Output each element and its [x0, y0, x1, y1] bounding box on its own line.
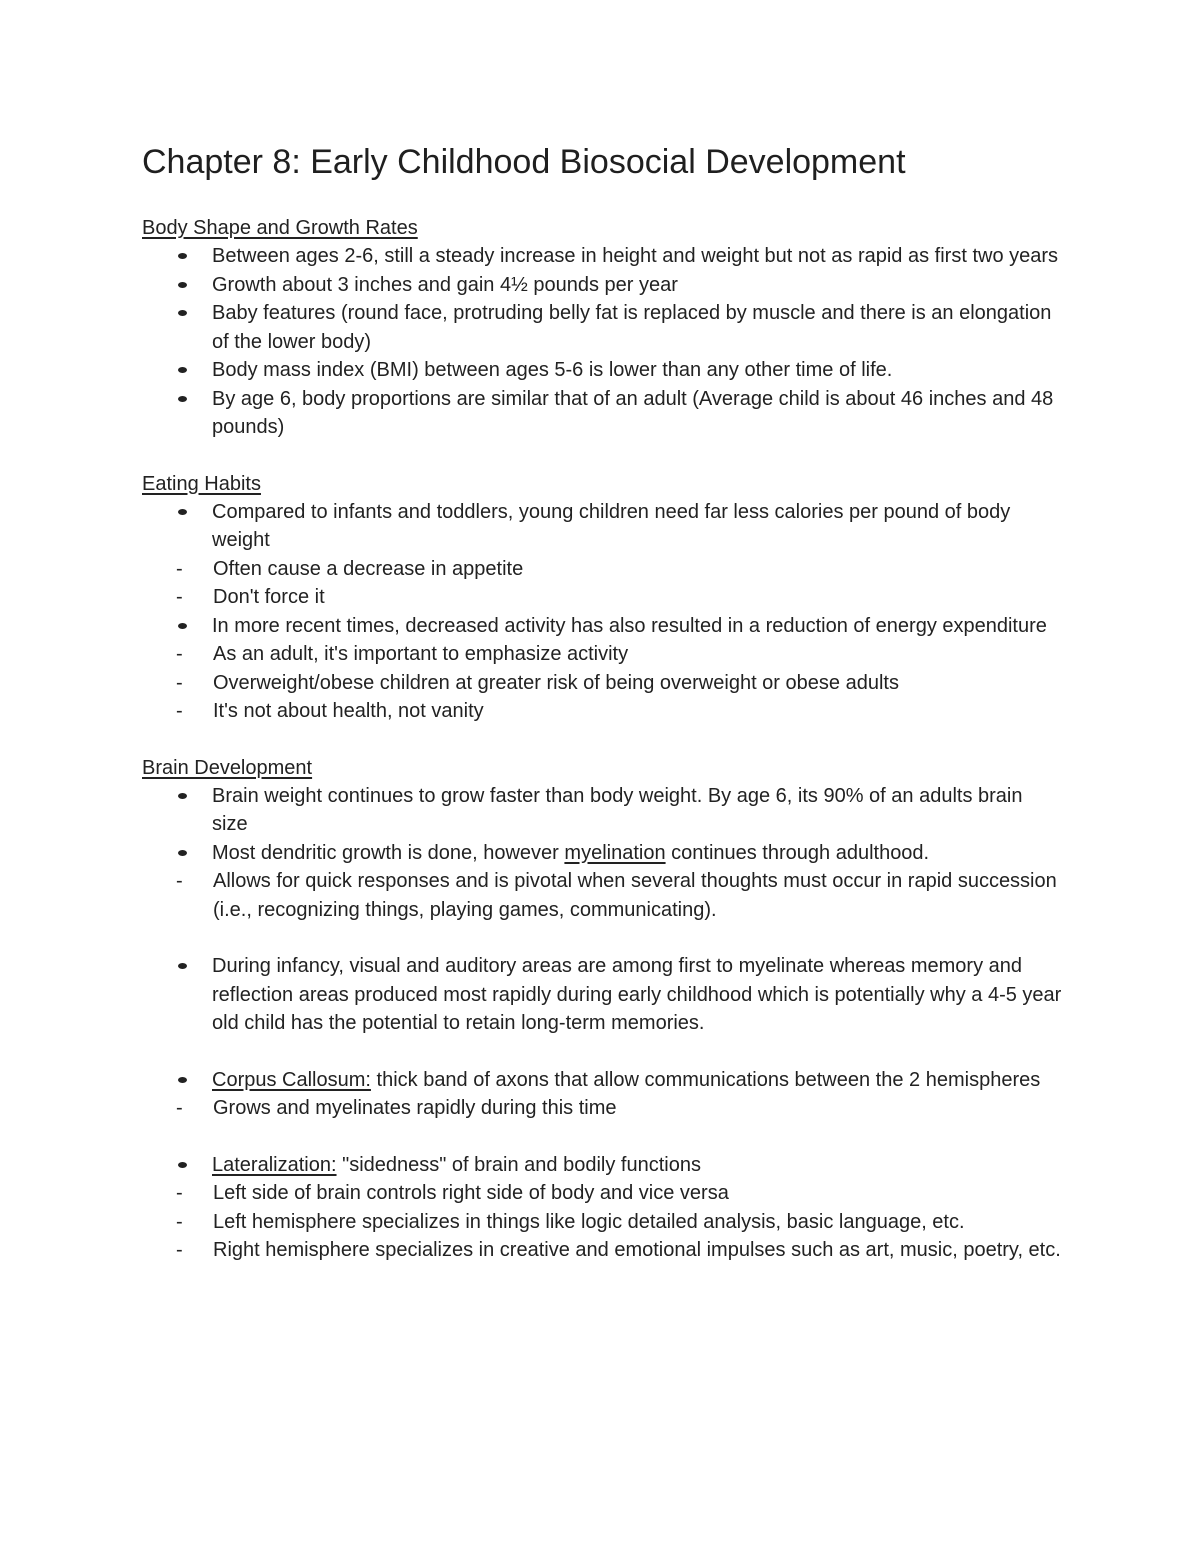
sub-list-item: - Left hemisphere specializes in things like logic detailed analysis, basic language, etc. [142, 1208, 1062, 1237]
bullet-dot-icon [178, 623, 187, 629]
list-item: Growth about 3 inches and gain 4½ pounds per year [142, 271, 1062, 300]
list-item: Compared to infants and toddlers, young children need far less calories per pound of body weight [142, 498, 1062, 555]
bullet-dot-icon [178, 1077, 187, 1083]
dash-icon: - [176, 1239, 183, 1261]
section-heading-body-shape: Body Shape and Growth Rates [142, 217, 418, 239]
sub-list-item: - It's not about health, not vanity [142, 697, 1062, 726]
spacer [142, 1038, 1062, 1066]
sub-list-item: - As an adult, it's important to emphasize activity [142, 640, 1062, 669]
bullet-list [142, 242, 1062, 442]
section-brain-development [142, 754, 1062, 1265]
bullet-list [142, 498, 1062, 726]
bullet-dot-icon [178, 310, 187, 316]
sub-list-item: - Don't force it [142, 583, 1062, 612]
dash-icon: - [176, 557, 183, 580]
spacer [142, 924, 1062, 952]
bullet-dot-icon [178, 850, 187, 856]
bullet-dot-icon [178, 253, 187, 259]
sub-list-item: - Often cause a decrease in appetite [142, 555, 1062, 584]
list-item: Brain weight continues to grow faster than body weight. By age 6, its 90% of an adults brain size [142, 782, 1062, 839]
sub-list-item: - Left side of brain controls right side of body and vice versa [142, 1179, 1062, 1208]
bullet-list [142, 782, 1062, 1265]
dash-icon: - [176, 671, 183, 694]
section-eating-habits [142, 470, 1062, 726]
dash-icon: - [176, 870, 183, 892]
section-heading-brain-development: Brain Development [142, 756, 313, 779]
list-item: Body mass index (BMI) between ages 5-6 is lower than any other time of life. [142, 356, 1062, 385]
list-item: By age 6, body proportions are similar that of an adult (Average child is about 46 inches and 48 pounds) [142, 385, 1062, 442]
dash-icon: - [176, 1210, 183, 1233]
dash-icon: - [176, 643, 183, 665]
bullet-dot-icon [178, 963, 187, 969]
section-body-shape [142, 214, 1062, 442]
sub-list-item: - Allows for quick responses and is pivotal when several thoughts must occur in rapid succession (i.e., recognizing things, playing games, communicating). [142, 867, 1062, 924]
list-item: Most dendritic growth is done, however myelination continues through adulthood. [142, 839, 1062, 868]
bullet-dot-icon [178, 793, 187, 799]
list-item: Lateralization: "sidedness" of brain and bodily functions [142, 1151, 1062, 1180]
dash-icon: - [176, 1182, 183, 1204]
dash-icon: - [176, 586, 183, 608]
dash-icon: - [176, 700, 183, 722]
term-corpus-callosum: Corpus Callosum: [212, 1068, 371, 1091]
list-item: During infancy, visual and auditory areas are among first to myelinate whereas memory and reflection areas produced most rapidly during early childhood which is potentially why a 4-5 year old child has the potential to retain long-term memories. [142, 952, 1062, 1038]
term-myelination: myelination [564, 841, 666, 864]
list-item: Between ages 2-6, still a steady increase in height and weight but not as rapid as first two years [142, 242, 1062, 271]
sub-list-item: - Grows and myelinates rapidly during this time [142, 1094, 1062, 1123]
bullet-dot-icon [178, 396, 187, 402]
spacer [142, 1123, 1062, 1151]
page-title: Chapter 8: Early Childhood Biosocial Development [142, 143, 906, 181]
document-page [142, 140, 1062, 1293]
list-item: In more recent times, decreased activity has also resulted in a reduction of energy expenditure [142, 612, 1062, 641]
sub-list-item: - Overweight/obese children at greater risk of being overweight or obese adults [142, 669, 1062, 698]
list-item: Baby features (round face, protruding belly fat is replaced by muscle and there is an elongation of the lower body) [142, 299, 1062, 356]
list-item: Corpus Callosum: thick band of axons that allow communications between the 2 hemispheres [142, 1066, 1062, 1095]
bullet-dot-icon [178, 1162, 187, 1168]
dash-icon: - [176, 1097, 183, 1119]
bullet-dot-icon [178, 282, 187, 288]
term-lateralization: Lateralization: [212, 1153, 337, 1176]
sub-list-item: - Right hemisphere specializes in creative and emotional impulses such as art, music, poetry, etc. [142, 1236, 1062, 1265]
section-heading-eating-habits: Eating Habits [142, 472, 261, 495]
bullet-dot-icon [178, 509, 187, 515]
bullet-dot-icon [178, 367, 187, 373]
